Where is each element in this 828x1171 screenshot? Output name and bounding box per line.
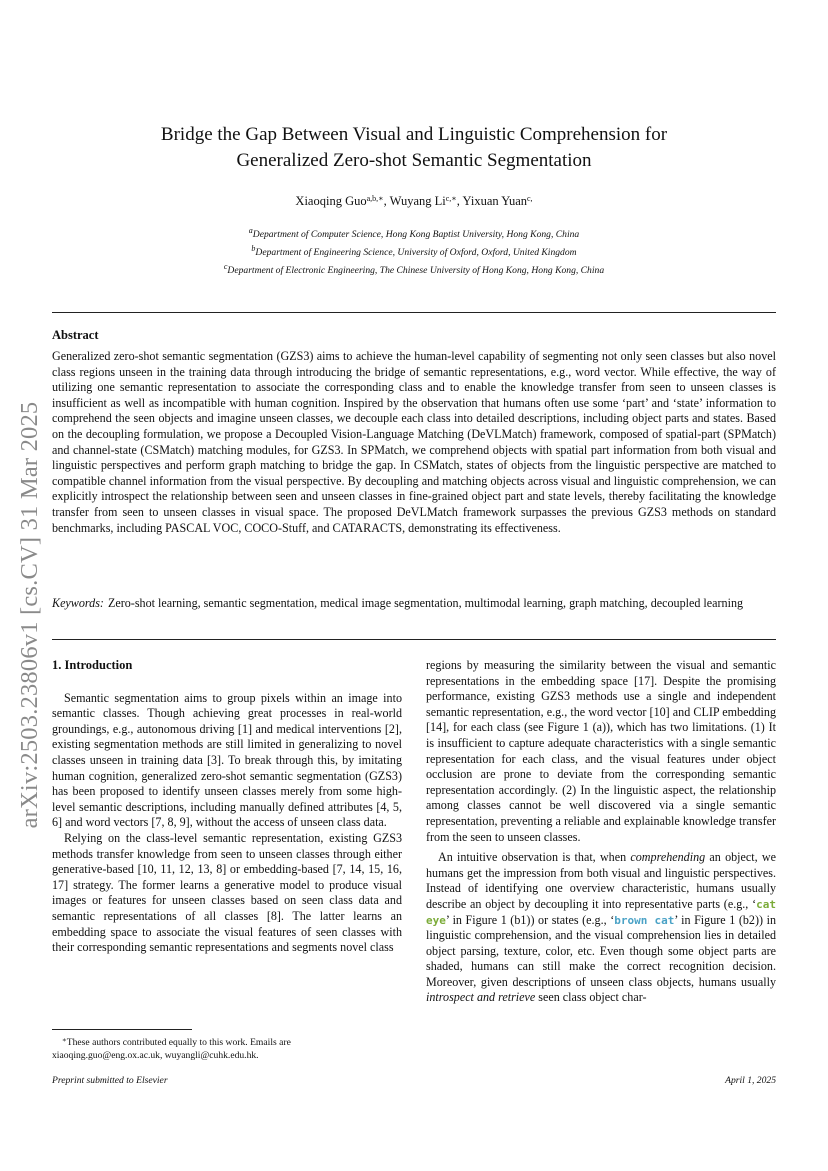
affil-text: Department of Computer Science, Hong Kong Baptist University, Hong Kong, China (252, 229, 580, 240)
keywords-label: Keywords: (52, 596, 104, 610)
author-name: Xiaoqing Guo (295, 194, 367, 208)
section-heading: 1. Introduction (52, 658, 133, 672)
arxiv-identifier: arXiv:2503.23806v1 [cs.CV] 31 Mar 2025 (16, 401, 43, 829)
abstract-heading: Abstract (52, 328, 99, 342)
affil-text: Department of Engineering Science, University of Oxford, Oxford, United Kingdom (255, 247, 577, 258)
affiliation-b (60, 242, 768, 260)
footnote-rule (52, 1029, 192, 1030)
emphasis-text: introspect and retrieve (426, 990, 536, 1005)
text-run: ’ in Figure 1 (b2)) in linguistic comprehension, and the visual comprehension lies in detailed object parsing, texture, color, etc. Even though some object parts are shaded, humans can still make the correct recognition decision. Moreover, given descriptions of unseen class objects, humans usually (426, 912, 776, 989)
affiliation-a (60, 224, 768, 242)
footer-journal: Preprint submitted to Elsevier (52, 1075, 168, 1086)
bottom-rule (52, 639, 776, 640)
title-line-1: Bridge the Gap Between Visual and Linguistic Comprehension for (160, 124, 668, 145)
text-run: an object, we humans get the impression from both visual and linguistic perspectives. Instead of identifying one overview characteristic, humans usually describe an object by decoupling it into representative parts (e.g., ‘ (426, 850, 776, 911)
title-line-2: Generalized Zero-shot Semantic Segmentation (236, 150, 592, 171)
footnote-marker: ∗ (62, 1036, 67, 1044)
emphasis-text: comprehending (630, 850, 706, 865)
keywords (52, 596, 776, 612)
right-column (426, 658, 776, 1006)
author-sep: , (456, 194, 463, 208)
intro-paragraph-3: regions by measuring the similarity between the visual and semantic representations in the embedding space [17]. Despite the promising performance, existing GZS3 methods use a single and independent semantic representation, e.g., the word vector [10] and CLIP embedding [14], for each class (see Figure 1 (a)), which has two limitations. (1) It is insufficient to capture adequate characteristics with a single semantic representation for each class, and the visual features under object occlusion are prone to deviate from the corresponding semantic representation accordingly. (2) In the linguistic aspect, the relationship among classes cannot be well discovered via a single semantic representation, preventing a reliable and explainable knowledge transfer from the seen to unseen classes. (426, 658, 776, 844)
cat-eye-highlight: cat eye (426, 897, 776, 927)
intro-paragraph-1: Semantic segmentation aims to group pixels within an image into semantic classes. Though achieving great processes in real-world groundings, e.g., autonomous driving [1] and medical interventions [2], existing segmentation methods are still limited in generalizing to novel classes unseen in training data [3]. To break through this, by imitating human cognition, generalized zero-shot semantic segmentation (GZS3) has been proposed to identify unseen classes merely from some high-level semantic descriptions, including manually defined attributes [4, 5, 6] and word vectors [7, 8, 9], without the access of unseen class data. (52, 690, 402, 830)
author-name: Wuyang Li (389, 194, 446, 208)
footnote-line-2: xiaoqing.guo@eng.ox.ac.uk, wuyangli@cuhk.edu.hk. (52, 1050, 259, 1062)
footnote (52, 1034, 382, 1063)
text-run: seen class object char- (535, 990, 647, 1005)
author-affil-sup: c, (527, 194, 533, 203)
author-affil-sup: c,∗ (445, 194, 457, 203)
affil-sup: b (251, 244, 256, 253)
text-run: An intuitive observation is that, when (438, 850, 631, 865)
brown-cat-highlight: brown cat (614, 913, 675, 927)
paper-title (60, 122, 768, 174)
footnote-line-1 (52, 1034, 382, 1049)
footer-date: April 1, 2025 (725, 1075, 776, 1086)
text-run: ’ in Figure 1 (b1)) or states (e.g., ‘ (445, 912, 615, 927)
keywords-text: Zero-shot learning, semantic segmentation, medical image segmentation, multimodal learning, graph matching, decoupled learning (107, 596, 744, 610)
abstract-text: Generalized zero-shot semantic segmentation (GZS3) aims to achieve the human-level capability of segmenting not only seen classes but also novel class regions unseen in the training data through introducing the bridge of semantic representations, e.g., word vector. While effective, the way of utilizing one semantic representation to associate the corresponding class and to enable the knowledge transfer from seen to unseen classes is insufficient as well as incompatible with human cognition. Inspired by the observation that humans often use some ‘part’ and ‘state’ information to comprehend the seen objects and imagine unseen classes, we decouple each class into detailed descriptions, including object parts and states. Based on the decoupling formulation, we propose a Decoupled Vision-Language Matching (DeVLMatch) framework, composed of spatial-part (SPMatch) and channel-state (CSMatch) matching modules, for GZS3. In SPMatch, we comprehend objects with spatial part information from both visual and linguistic perspectives and perform graph matching to bridge the gap. In CSMatch, states of objects from the linguistic perspective are matched to compatible channel information from the visual perspective. By decoupling and matching objects across visual and linguistic comprehension, we can explicitly introspect the relationship between seen and unseen classes in fine-grained object part and state levels, thereby facilitating the knowledge transfer from seen to unseen classes in visual space. The proposed DeVLMatch framework surpasses the previous GZS3 methods on standard benchmarks, including PASCAL VOC, COCO-Stuff, and CATARACTS, demonstrating its effectiveness. (52, 349, 776, 535)
author-name: Yixuan Yuan (462, 194, 527, 208)
affil-text: Department of Electronic Engineering, The Chinese University of Hong Kong, Hong Kong, China (227, 265, 605, 276)
author-sep: , (383, 194, 390, 208)
author-list (60, 194, 768, 209)
top-rule (52, 312, 776, 313)
intro-paragraph-2: Relying on the class-level semantic representation, existing GZS3 methods transfer knowledge from seen to unseen classes through either generative-based [10, 11, 12, 13, 8] or embedding-based [7, 14, 15, 16, 17] strategy. The former learns a generative model to produce visual images or features for unseen classes based on seen class data and semantic representations of all classes [8]. The latter learns an embedding space to associate the visual features of seen classes with their corresponding semantic representations and segments novel class (52, 830, 402, 955)
affil-sup: a (248, 226, 253, 235)
author-affil-sup: a,b,∗ (366, 194, 384, 203)
intro-paragraph-4 (426, 850, 776, 1006)
affiliations (60, 224, 768, 278)
left-column (52, 658, 402, 956)
affil-sup: c (223, 262, 228, 271)
footnote-text: These authors contributed equally to this work. Emails are (66, 1037, 291, 1048)
affiliation-c (60, 260, 768, 278)
